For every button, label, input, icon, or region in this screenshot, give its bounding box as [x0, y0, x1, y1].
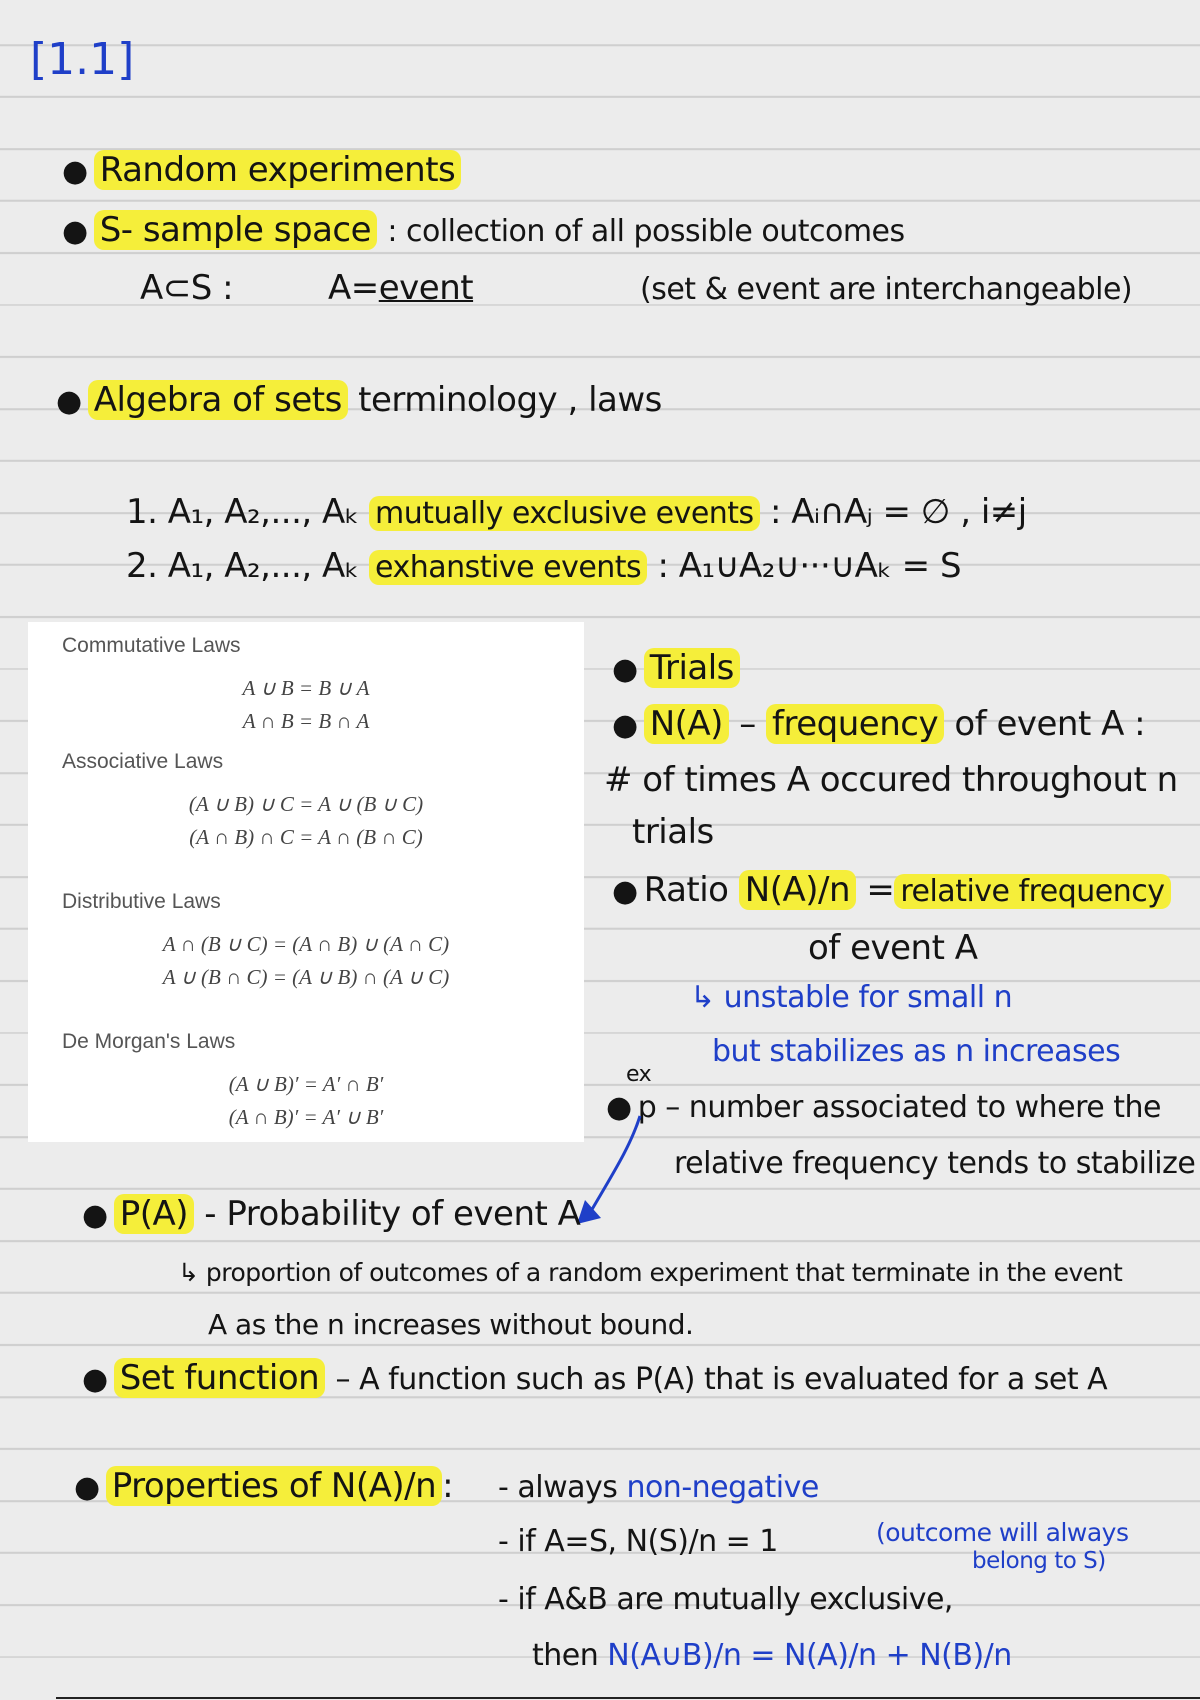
section-label: [1.1] [30, 34, 135, 85]
bullet-dot: ● [606, 1090, 632, 1125]
commutative-eq-2: A ∩ B = B ∩ A [242, 709, 370, 733]
ratio-prefix: Ratio [643, 870, 729, 910]
dash: – [739, 704, 756, 744]
bullet-p [606, 1090, 1161, 1125]
demorgan-laws-title: De Morgan's Laws [62, 1030, 236, 1053]
property-2: - if A=S, N(S)/n = 1 [498, 1524, 778, 1559]
times-line-2: trials [632, 812, 714, 852]
subset-line: A⊂S : [140, 268, 234, 308]
proportion-line-1: ↳ proportion of outcomes of a random experiment that terminate in the event [178, 1258, 1123, 1287]
demorgan-eq-1: (A ∪ B)′ = A′ ∩ B′ [228, 1072, 384, 1096]
bullet-properties [74, 1466, 453, 1506]
item1-prefix: 1. A₁, A₂,..., Aₖ [126, 492, 359, 532]
bullet-dot: ● [62, 154, 88, 189]
distributive-eq-2: A ∪ (B ∩ C) = (A ∪ B) ∩ (A ∪ C) [162, 965, 450, 989]
bullet-dot: ● [74, 1470, 100, 1505]
pa-rest: - Probability of event A [204, 1194, 581, 1234]
proportion-line-2: A as the n increases without bound. [208, 1308, 694, 1341]
item1-def: : Aᵢ∩Aⱼ = ∅ , i≠j [770, 492, 1027, 532]
sample-space-highlight: S- sample space [94, 210, 377, 250]
algebra-item-1 [126, 492, 1027, 532]
bullet-random-experiments [62, 150, 461, 190]
distributive-laws-title: Distributive Laws [62, 890, 221, 913]
arrow-icon [575, 1108, 645, 1228]
ratio-expr-highlight: N(A)/n [739, 870, 856, 910]
algebra-item-2 [126, 546, 961, 586]
set-function-definition: – A function such as P(A) that is evaluated for a set A [335, 1362, 1108, 1397]
unstable-note: ↳ unstable for small n [690, 980, 1013, 1015]
mutually-exclusive-highlight: mutually exclusive events [369, 496, 760, 531]
algebra-rest: terminology , laws [358, 380, 662, 420]
algebra-heading-line [56, 380, 662, 420]
set-function-highlight: Set function [114, 1358, 326, 1398]
times-line-1: # of times A occured throughout n [604, 760, 1178, 800]
event-word: event [378, 268, 474, 308]
stabilizes-note: but stabilizes as n increases [712, 1034, 1121, 1069]
na-highlight: N(A) [644, 704, 729, 744]
event-prefix: A= [328, 268, 379, 308]
bullet-dot: ● [62, 214, 88, 249]
properties-highlight: Properties of N(A)/n [106, 1466, 442, 1506]
ex-label: ex [626, 1062, 652, 1087]
event-definition [328, 268, 473, 308]
bottom-rule [56, 1697, 1200, 1699]
bullet-dot: ● [612, 708, 638, 743]
sample-space-definition: : collection of all possible outcomes [387, 214, 905, 249]
equals: = [866, 870, 895, 910]
pa-highlight: P(A) [114, 1194, 194, 1234]
exhaustive-highlight: exhanstive events [369, 550, 647, 585]
property-3-line-1: - if A&B are mutually exclusive, [498, 1582, 953, 1617]
property-3-line-2 [532, 1638, 1012, 1673]
associative-eq-1: (A ∪ B) ∪ C = A ∪ (B ∪ C) [188, 792, 424, 816]
property-2-note-2: belong to S) [972, 1548, 1106, 1574]
p-line-2: relative frequency tends to stabilize [674, 1146, 1196, 1181]
bullet-dot: ● [56, 384, 82, 419]
trials-highlight: Trials [644, 648, 740, 688]
random-experiments-highlight: Random experiments [94, 150, 462, 190]
bullet-frequency [612, 704, 1145, 744]
property-1 [498, 1470, 819, 1505]
bullet-trials [612, 648, 740, 688]
p-line-1: p – number associated to where the [637, 1090, 1161, 1125]
bullet-dot: ● [612, 874, 638, 909]
of-event-a: of event A [808, 928, 978, 968]
distributive-eq-1: A ∩ (B ∪ C) = (A ∩ B) ∪ (A ∩ C) [162, 932, 450, 956]
item2-prefix: 2. A₁, A₂,..., Aₖ [126, 546, 359, 586]
laws-figure [28, 622, 584, 1142]
interchangeable-note: (set & event are interchangeable) [640, 272, 1133, 307]
commutative-laws-title: Commutative Laws [62, 634, 241, 657]
demorgan-eq-2: (A ∩ B)′ = A′ ∪ B′ [228, 1105, 384, 1129]
properties-colon: : [442, 1466, 454, 1506]
property-2-note-1: (outcome will always [876, 1518, 1129, 1547]
property-1-blue: non-negative [626, 1470, 819, 1505]
property-3-formula: N(A∪B)/n = N(A)/n + N(B)/n [607, 1638, 1012, 1673]
of-event: of event A : [954, 704, 1146, 744]
property-1-prefix: - always [498, 1470, 618, 1505]
associative-eq-2: (A ∩ B) ∩ C = A ∩ (B ∩ C) [189, 825, 423, 849]
bullet-dot: ● [82, 1362, 108, 1397]
algebra-heading: Algebra of sets [88, 380, 348, 420]
property-3-then: then [532, 1638, 599, 1673]
bullet-sample-space [62, 210, 905, 250]
item2-def: : A₁∪A₂∪···∪Aₖ = S [657, 546, 962, 586]
relative-frequency-highlight: relative frequency [894, 874, 1170, 909]
bullet-dot: ● [612, 652, 638, 687]
frequency-highlight: frequency [766, 704, 944, 744]
bullet-dot: ● [82, 1198, 108, 1233]
bullet-set-function [82, 1358, 1107, 1398]
bullet-probability [82, 1194, 580, 1234]
bullet-ratio [612, 870, 1171, 910]
associative-laws-title: Associative Laws [62, 750, 224, 773]
commutative-eq-1: A ∪ B = B ∪ A [242, 676, 370, 700]
